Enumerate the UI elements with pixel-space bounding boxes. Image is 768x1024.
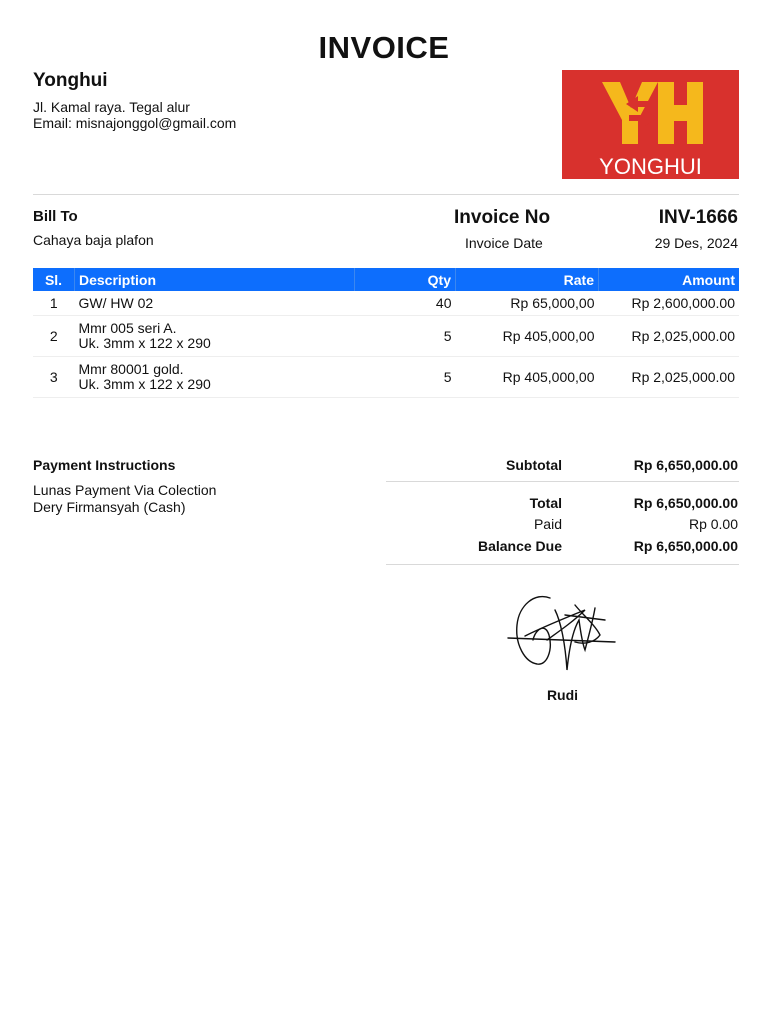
invoice-no-value: INV-1666 [658,207,738,228]
invoice-title: INVOICE [318,30,450,65]
header-sl: Sl. [33,268,75,291]
row-amount: Rp 2,025,000.00 [599,316,740,357]
row-rate: Rp 405,000,00 [456,316,599,357]
row-amount: Rp 2,600,000.00 [599,291,740,316]
table-row [33,316,739,357]
row-description-line: Uk. 3mm x 122 x 290 [78,335,211,351]
header-rate: Rate [456,268,599,291]
header-description: Description [75,268,355,291]
invoice-no-label: Invoice No [454,207,551,228]
bill-to-name: Cahaya baja plafon [33,232,154,248]
balance-due-label: Balance Due [477,538,562,554]
header-divider [33,194,739,195]
row-sl: 3 [33,357,75,398]
company-email: Email: misnajonggol@gmail.com [33,115,237,131]
row-amount: Rp 2,025,000.00 [599,357,740,398]
row-description-line: Mmr 005 seri A. [78,320,177,336]
row-qty: 5 [355,316,456,357]
row-description [75,357,355,398]
row-sl: 2 [33,316,75,357]
totals-divider [386,481,739,482]
row-sl: 1 [33,291,75,316]
invoice-date-label: Invoice Date [465,235,543,251]
items-table [33,268,739,398]
total-value: Rp 6,650,000.00 [633,495,738,511]
row-description [75,316,355,357]
balance-due-value: Rp 6,650,000.00 [633,538,738,554]
company-name: Yonghui [33,70,108,91]
subtotal-value: Rp 6,650,000.00 [633,457,738,473]
payment-line: Dery Firmansyah (Cash) [33,499,186,515]
paid-label: Paid [533,516,562,532]
signer-name: Rudi [546,687,579,703]
payment-instructions-label: Payment Instructions [33,457,176,473]
row-rate: Rp 65,000,00 [456,291,599,316]
total-label: Total [529,495,562,511]
row-description-line: GW/ HW 02 [78,294,154,311]
row-rate: Rp 405,000,00 [456,357,599,398]
row-description-line: Mmr 80001 gold. [78,361,184,377]
invoice-date-value: 29 Des, 2024 [654,235,738,251]
totals-bottom-divider [386,564,739,565]
logo-text: YONGHUI [599,154,702,179]
company-logo [562,70,739,179]
row-description-line: Uk. 3mm x 122 x 290 [78,376,211,392]
table-row [33,291,739,316]
table-header-row [33,268,739,291]
subtotal-label: Subtotal [506,457,562,473]
company-address: Jl. Kamal raya. Tegal alur [33,99,190,115]
header-amount: Amount [599,268,740,291]
row-qty: 40 [355,291,456,316]
paid-value: Rp 0.00 [688,516,738,532]
header-qty: Qty [355,268,456,291]
row-description [75,291,355,316]
signature-image [505,590,620,675]
row-qty: 5 [355,357,456,398]
bill-to-label: Bill To [33,208,78,225]
payment-line: Lunas Payment Via Colection [33,482,217,498]
table-row [33,357,739,398]
